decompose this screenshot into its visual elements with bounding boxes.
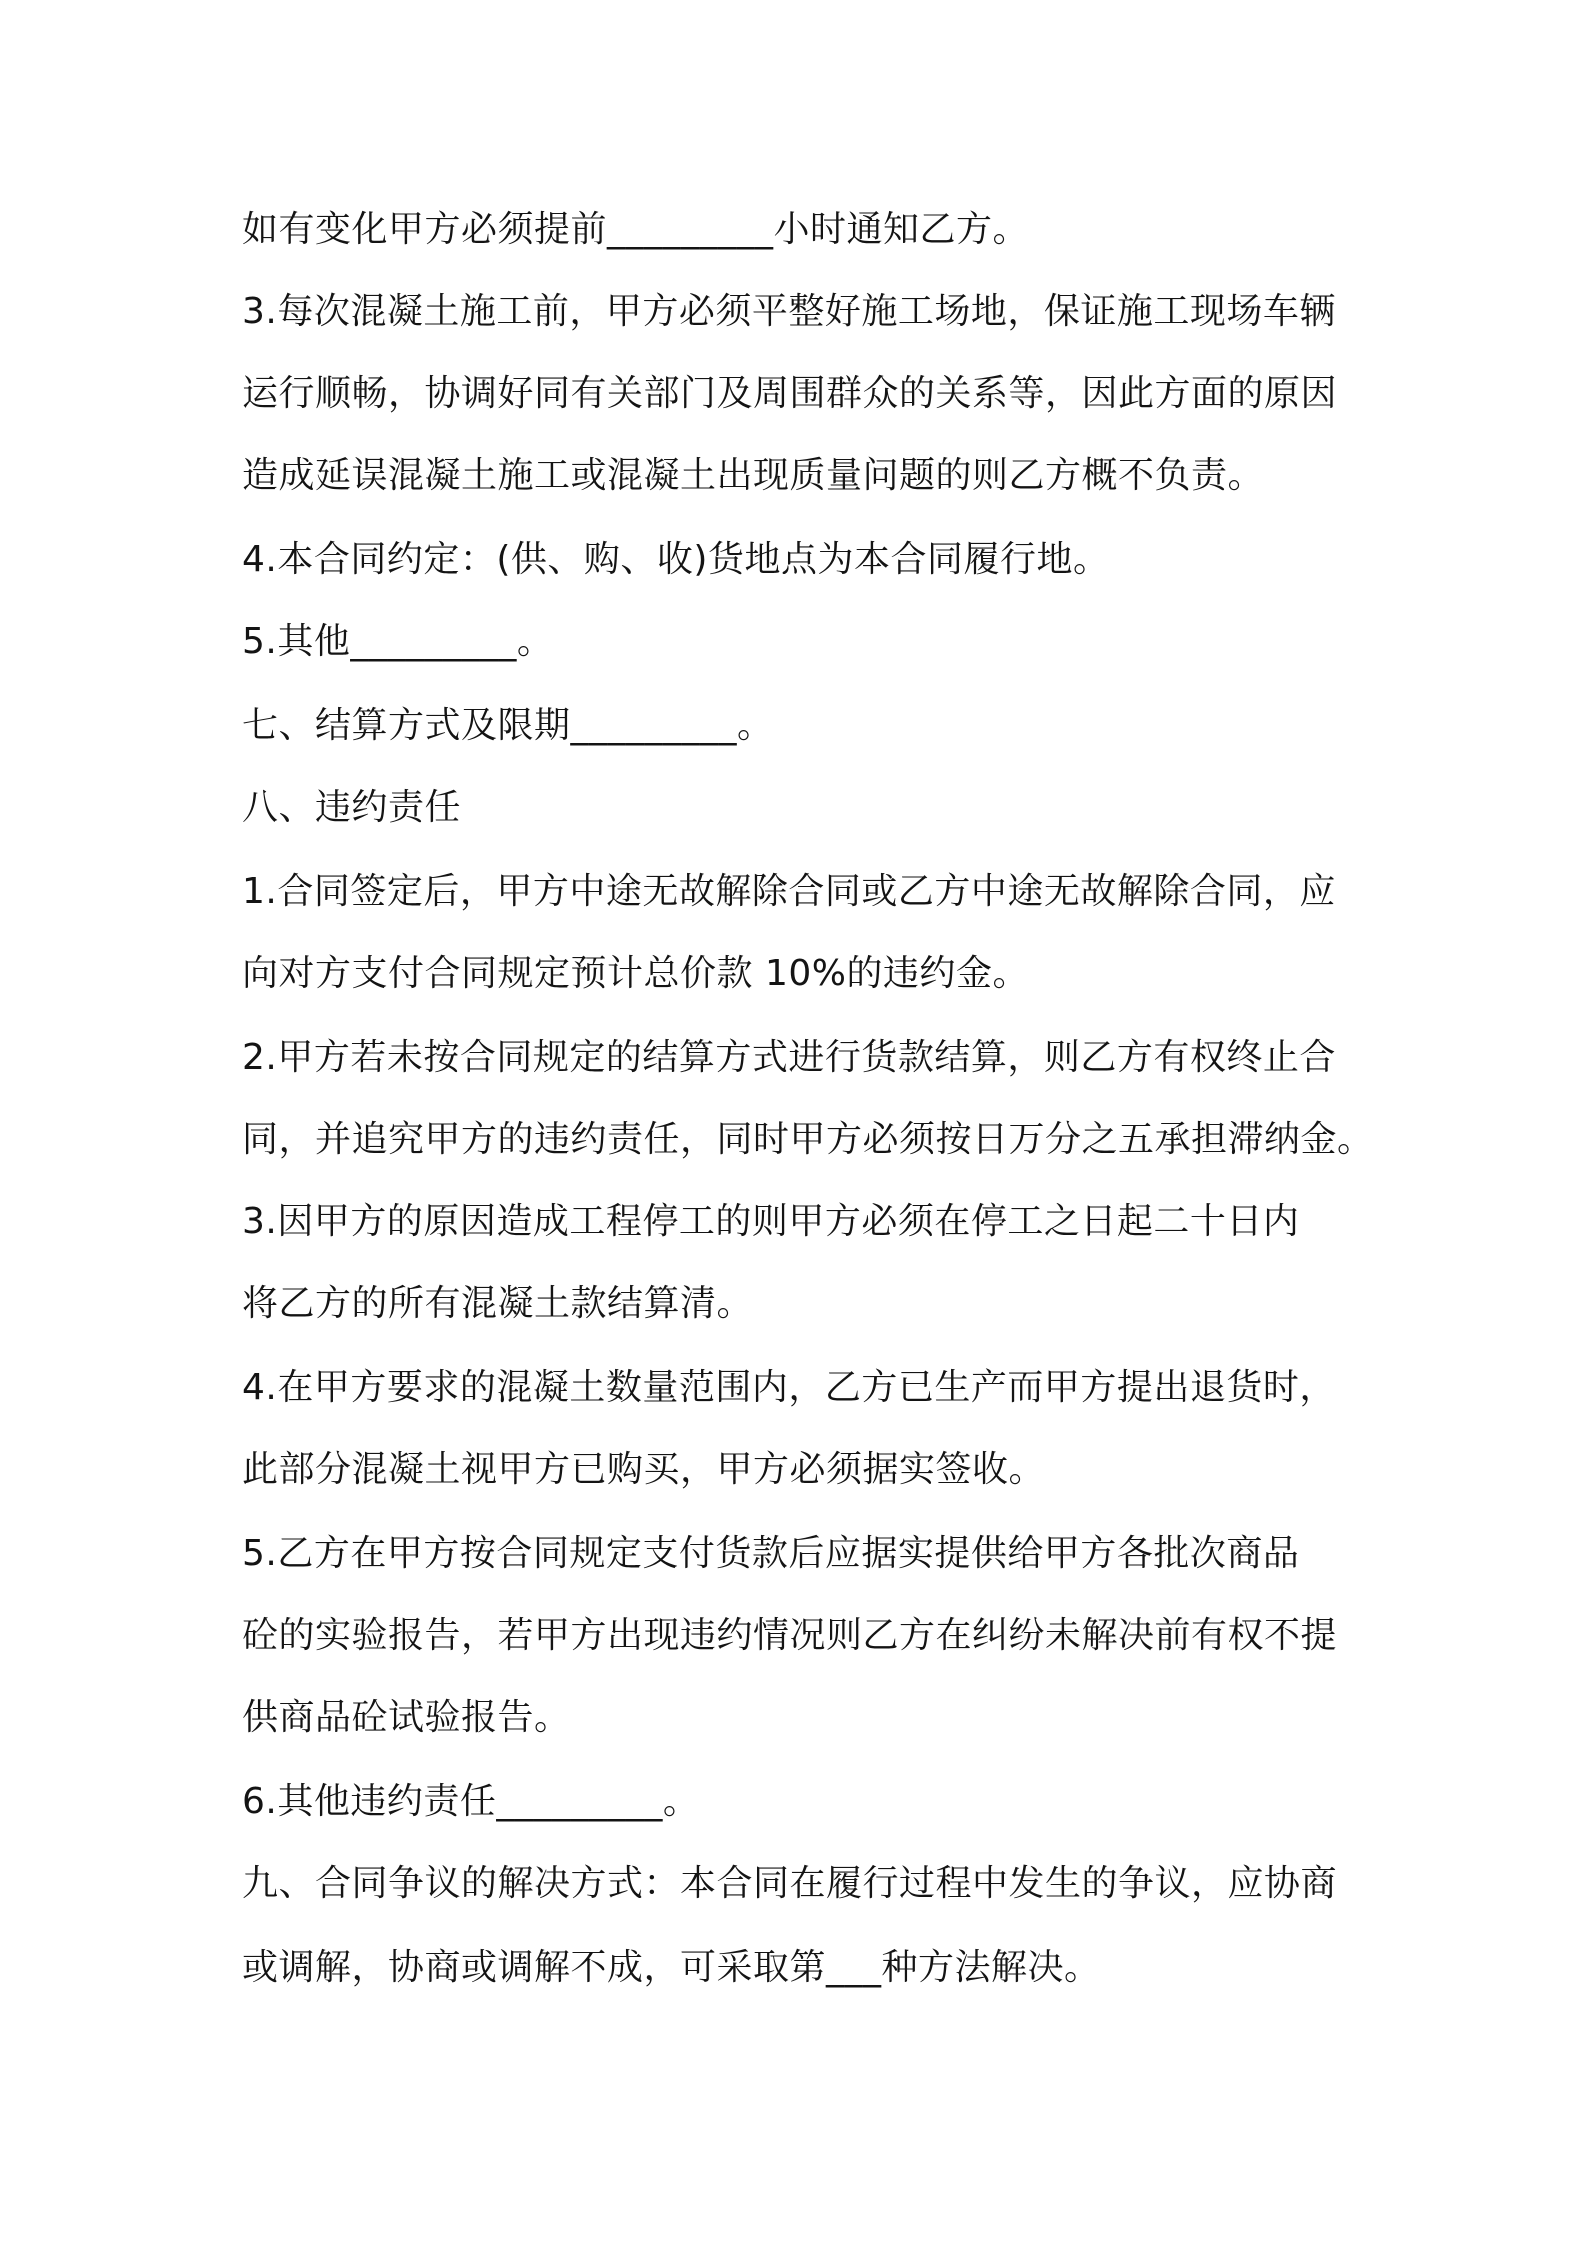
text-line: 向对方支付合同规定预计总价款 10%的违约金。	[242, 953, 1029, 994]
section-heading: 七、结算方式及限期_________。	[242, 705, 774, 746]
text-line: 3.每次混凝土施工前，甲方必须平整好施工场地，保证施工现场车辆	[242, 291, 1336, 332]
text-line: 3.因甲方的原因造成工程停工的则甲方必须在停工之日起二十日内	[242, 1201, 1300, 1242]
text-line: 如有变化甲方必须提前_________小时通知乙方。	[242, 209, 1030, 250]
text-line: 造成延误混凝土施工或混凝土出现质量问题的则乙方概不负责。	[242, 455, 1265, 496]
text-line: 5.其他_________。	[242, 621, 554, 662]
text-line: 供商品砼试验报告。	[242, 1697, 571, 1738]
text-line: 此部分混凝土视甲方已购买，甲方必须据实签收。	[242, 1449, 1046, 1490]
text-line: 1.合同签定后，甲方中途无故解除合同或乙方中途无故解除合同，应	[242, 871, 1336, 912]
text-line: 6.其他违约责任_________。	[242, 1781, 700, 1822]
text-line: 将乙方的所有混凝土款结算清。	[242, 1283, 754, 1324]
text-line: 4.本合同约定：(供、购、收)货地点为本合同履行地。	[242, 539, 1110, 580]
text-line: 4.在甲方要求的混凝土数量范围内，乙方已生产而甲方提出退货时，	[242, 1367, 1336, 1408]
section-heading: 八、违约责任	[242, 787, 462, 828]
text-line: 或调解，协商或调解不成，可采取第___种方法解决。	[242, 1947, 1101, 1988]
text-line: 5.乙方在甲方按合同规定支付货款后应据实提供给甲方各批次商品	[242, 1533, 1300, 1574]
text-line: 运行顺畅，协调好同有关部门及周围群众的关系等，因此方面的原因	[242, 373, 1338, 414]
text-line: 2.甲方若未按合同规定的结算方式进行货款结算，则乙方有权终止合	[242, 1037, 1336, 1078]
text-line: 砼的实验报告，若甲方出现违约情况则乙方在纠纷未解决前有权不提	[242, 1615, 1338, 1656]
text-line: 同，并追究甲方的违约责任，同时甲方必须按日万分之五承担滞纳金。	[242, 1119, 1374, 1160]
section-heading: 九、合同争议的解决方式：本合同在履行过程中发生的争议，应协商	[242, 1863, 1338, 1904]
